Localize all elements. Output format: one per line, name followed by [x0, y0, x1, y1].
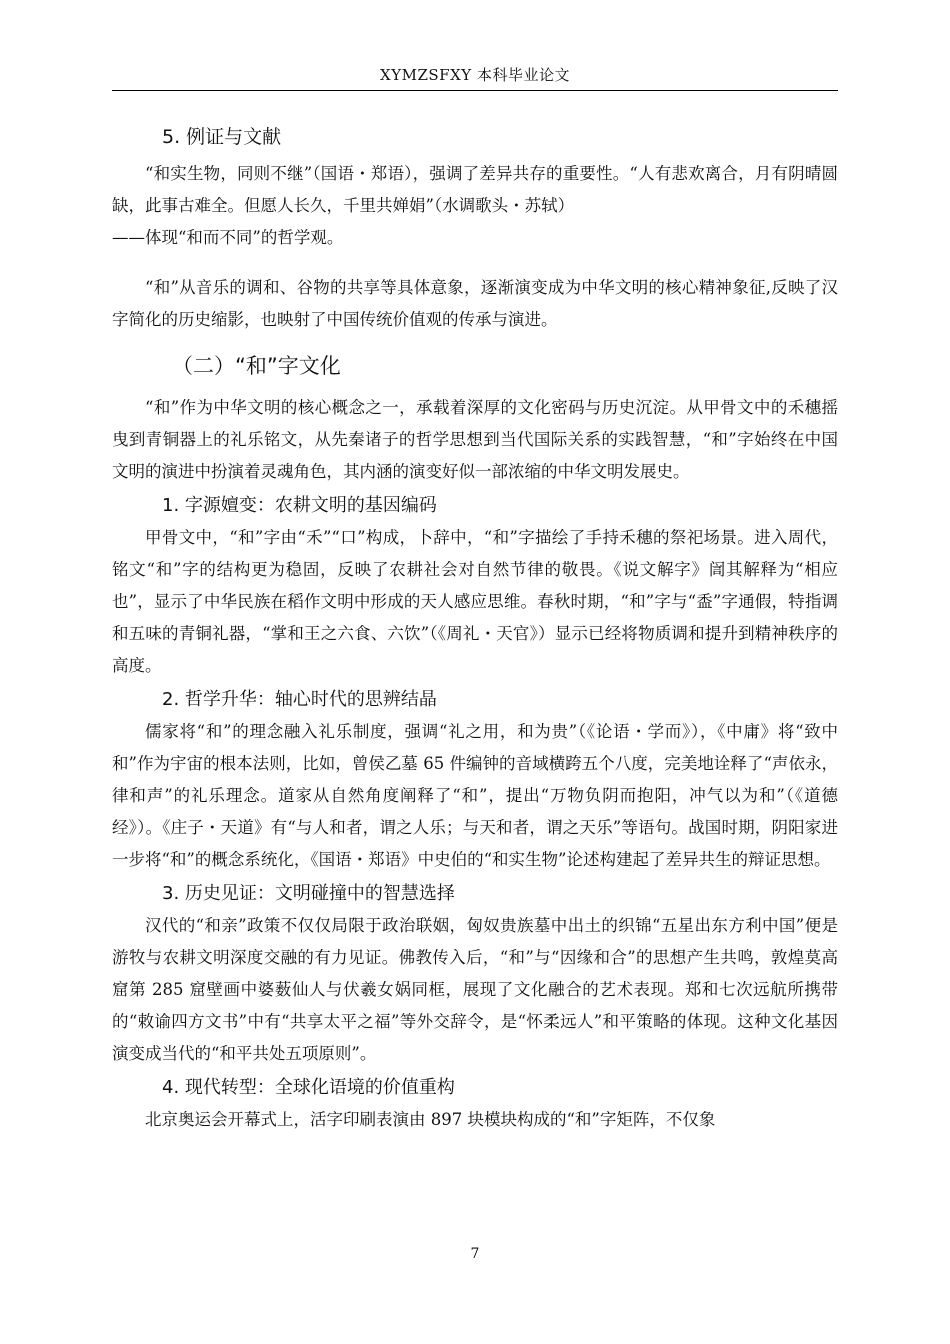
paragraph-example-quotes: “和实生物，同则不继”（国语・郑语），强调了差异共存的重要性。“人有悲欢离合，月有阴晴圆缺，此事古难全。但愿人长久，千里共婵娟”（水调歌头・苏轼）	[112, 164, 838, 215]
subheading-2: 2. 哲学升华：轴心时代的思辨结晶	[162, 689, 437, 710]
page-number: 7	[470, 1246, 480, 1262]
paragraph-subsection-2: 儒家将“和”的理念融入礼乐制度，强调“礼之用，和为贵”（《论语・学而》），《中庸》将“致中和”作为宇宙的根本法则，比如，曾侯乙墓 65 件编钟的音域横跨五个八度，完美地诠释了“声依永，律和声”的礼乐理念。道家从自然角度阐释了“和”，提出“万物负阴而抱阳，冲气以为和”（《道德经》）。《庄子・天道》有“与人和者，谓之人乐；与天和者，谓之天乐”等语句。战国时期，阴阳家进一步将“和”的概念系统化，《国语・郑语》中史伯的“和实生物”论述构建起了差异共生的辩证思想。	[112, 722, 838, 869]
paragraph-subsection-1: 甲骨文中，“和”字由“禾”“口”构成，卜辞中，“和”字描绘了手持禾穗的祭祀场景。进入周代，铭文“和”字的结构更为稳固，反映了农耕社会对自然节律的敬畏。《说文解字》訚其解释为“相应也”，显示了中华民族在稻作文明中形成的天人感应思维。春秋时期，“和”字与“盉”字通假，特指调和五味的青铜礼器，“掌和王之六食、六饮”（《周礼・天官》）显示已经将物质调和提升到精神秩序的高度。	[112, 528, 838, 675]
page-header: XYMZSFXY 本科毕业论文	[380, 66, 570, 84]
subheading-4: 4. 现代转型：全球化语境的价值重构	[162, 1077, 455, 1098]
page-body	[112, 112, 838, 1136]
header-divider	[112, 90, 838, 91]
paragraph-chapter-intro: “和”作为中华文明的核心概念之一，承载着深厚的文化密码与历史沉淀。从甲骨文中的禾穗摇曳到青铜器上的礼乐铭文，从先秦诸子的哲学思想到当代国际关系的实践智慧，“和”字始终在中国文明的演进中扮演着灵魂角色，其内涵的演变好似一部浓缩的中华文明发展史。	[112, 398, 838, 481]
paragraph-subsection-4: 北京奥运会开幕式上，活字印刷表演由 897 块模块构成的“和”字矩阵，不仅象	[145, 1110, 716, 1129]
paragraph-summary: “和”从音乐的调和、谷物的共享等具体意象，逐渐演变成为中华文明的核心精神象征,反映了汉字简化的历史缩影，也映射了中国传统价值观的传承与演进。	[112, 278, 838, 329]
paragraph-example-quotes-continuation: ——体现“和而不同”的哲学观。	[112, 228, 344, 247]
subheading-1: 1. 字源嬗变：农耕文明的基因编码	[162, 495, 437, 516]
section-heading-5: 5. 例证与文献	[162, 126, 282, 148]
subheading-3: 3. 历史见证：文明碰撞中的智慧选择	[162, 883, 455, 904]
chapter-heading: （二）“和”字文化	[172, 354, 341, 378]
paragraph-subsection-3: 汉代的“和亲”政策不仅仅局限于政治联姻，匈奴贵族墓中出土的织锦“五星出东方利中国”便是游牧与农耕文明深度交融的有力见证。佛教传入后，“和”与“因缘和合”的思想产生共鸣，敦煌莫高窟第 285 窟壁画中婆薮仙人与伏羲女娲同框，展现了文化融合的艺术表现。郑和七次远航所携带的“敕谕四方文书”中有“共享太平之福”等外交辞令，是“怀柔远人”和平策略的体现。这种文化基因演变成当代的“和平共处五项原则”。	[112, 916, 838, 1063]
